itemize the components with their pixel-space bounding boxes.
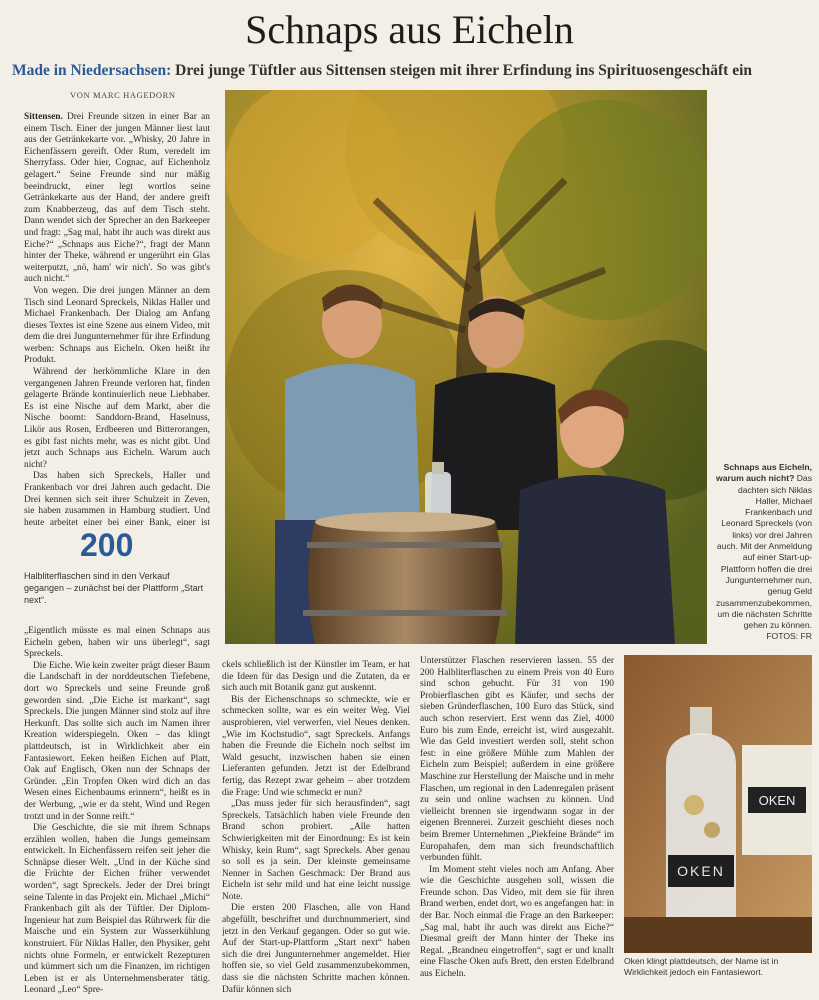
main-photo-caption (714, 462, 812, 643)
bottle-photo-caption: Oken klingt plattdeutsch, der Name ist in Wirklichkeit jedoch ein Fantasiewort. (624, 956, 779, 978)
barrel-top (315, 512, 495, 532)
bottle-photo (624, 655, 812, 953)
article-column-1-top (24, 112, 210, 528)
stat-text: Halbliterflaschen sind in den Verkauf gegangen – zunächst bei der Plattform „Start next“. (24, 571, 204, 605)
caption-lead: Schnaps aus Eicheln, warum auch nicht? (716, 462, 812, 484)
headline: Schnaps aus Eicheln (245, 7, 574, 52)
bottle-cap (432, 462, 444, 474)
barrel-hoop (307, 542, 503, 548)
bottle-neck (690, 707, 712, 735)
paragraph: Das haben sich Spreckels, Haller und Frankenbach vor drei Jahren auch gedacht. Die Drei kennen sich seit ihrer Schulzeit in Zeven, sie haben zusammen in Hamburg studiert. Und heute arbeitet einer bei einer Bank, einer ist (24, 471, 210, 528)
paragraph: Von wegen. Die drei jungen Männer an dem Tisch sind Leonard Spreckels, Niklas Haller und Michael Frankenbach. Der Dialog am Anfang dieses Textes ist eine Szene aus einem Video, mit dem die drei Jungunternehmer für ihre Erfindung werben: Schnaps aus Eicheln. Oken heißt ihr Produkt. (24, 285, 210, 366)
founders-photo-illustration (225, 90, 707, 644)
kicker: Made in Niedersachsen: (12, 62, 172, 79)
photo-credit: FOTOS: FR (766, 631, 812, 642)
foliage-blob (495, 100, 707, 320)
byline: VON MARC HAGEDORN (70, 90, 176, 100)
wooden-surface (624, 917, 812, 953)
subheadline-row (12, 60, 812, 82)
bottle-body (666, 733, 736, 922)
dateline: Sittensen. (24, 112, 63, 122)
paragraph: Die Eiche. Wie kein zweiter prägt dieser Baum die Landschaft in der norddeutschen Tiefebene, dort wo Spreckels und seine Freunde groß geworden sind. „Die Eiche ist markant“, sagt Spreckels. Die jungen Männer sind stolz auf ihre Herkunft. Das sollte sich auch im Namen ihrer Kreation widerspiegeln. Oken – das klingt plattdeutsch, ist in Wirklichkeit aber ein Fantasiewort. Eeken heißen Eichen auf Platt, Oak auf Englisch, Oken nun der Schnaps der Gründer. „Ein Tropfen Oken wird dich an das Wesen eines Eichenbaums erinnern“, heißt es in der Werbung, „wie er da steht, Wind und Regen trotzt und in der Sonne reift.“ (24, 660, 210, 822)
paragraph: Bis der Eichenschnaps so schmeckte, wie er schmecken sollte, war es ein weiter Weg. Viel ausprobieren, viel verwerfen, viel Neues denken. „Wie im Kochstudio“, sagt Spreckels. Anfangs haben die Freunde die Eicheln noch selbst im Wald gesucht, inzwischen haben sie einen Lieferanten gefunden. Jetzt ist der Edelbrand fertig, das Rezept zwar geheim – aber trotzdem die Frage: Und wie schmeckt er nun? (222, 694, 410, 798)
article-column-2 (222, 660, 410, 998)
leaf-inside (684, 795, 704, 815)
stat-number: 200 (80, 527, 134, 563)
paragraph: Unterstützer Flaschen reservieren lassen. 55 der 200 Halbliterflaschen zu einem Preis von 40 Euro sind schon gebucht. Für 31 von 190 Probierflaschen gibt es Käufer, und sechs der sieben Gründerflaschen, 100 Euro das Stück, sind auch schon reserviert. Erst wenn das Ziel, 4000 Euro bis zum Ende, erreicht ist, wird ausgezahlt. Wie das Geld investiert werden soll, steht schon fest: in eine größere Mühle zum Mahlen der Eicheln zum Beispiel; außerdem in eine größere Maschine zur Herstellung der Maische und in mehr Flaschen, um regional in den Ladenregalen präsent zu sein und online wachsen zu können. Und vielleicht brennen sie irgendwann sogar in der eigenen Brennerei. Zurzeit geschieht dieses noch beim Bremer Unternehmen „Piekfeine Brände“ im Europahafen, dem man sich freundschaftlich verbunden fühlt. (420, 656, 614, 864)
paragraph: Im Moment steht vieles noch am Anfang. Aber wie die Geschichte ausgehen soll, wissen die Freunde schon. Das Video, mit dem sie für ihren Brand werben, endet dort, wo es angefangen hat: in der Bar. Noch einmal die Frage an den Barkeeper: „Sag mal, habt ihr auch was direkt aus Eiche?“ Diesmal greift der Mann hinter der Theke ins Regal. „Brandneu eingetroffen“, sagt er und knallt eine Flasche Oken aufs Brett, den ersten Edelbrand aus Eicheln. (420, 864, 614, 980)
person-right-shirt (515, 475, 675, 644)
main-photo (225, 90, 707, 644)
person-left-shirt (285, 364, 420, 520)
paragraph: Während der herkömmliche Klare in den vergangenen Jahren Freunde verloren hat, finden gelagerte Brände kontinuierlich neue Liebhaber. Es ist eine Nische auf dem Markt, aber die Nische boomt: Sanddorn-Brand, Haselnuss, Likör aus Rosen, Erdbeeren und Bitterorangen, es gibt fast nichts mehr, was es nicht gibt. Und jetzt auch Schnaps aus Eicheln. Warum auch nicht? (24, 367, 210, 470)
paragraph: „Das muss jeder für sich herausfinden“, sagt Spreckels. Tatsächlich haben viele Freunde den Brand schon probiert. „Alle hatten Schwierigkeiten mit der Einordnung: Es ist kein Whisky, kein Rum“, sagt Spreckels. Aber genau so soll es ja sein. Der kleinste gemeinsame Nenner in Sachen Geschmack: Der Brand aus Eicheln ist sehr mild und hat eine leicht nussige Note. (222, 799, 410, 902)
caption-text: Das dachten sich Niklas Haller, Michael Frankenbach und Leonard Spreckels (von links) vor drei Jahren auch. Mit der Anmeldung auf einer Start-up-Plattform hoffen die drei Jungunternehmer nun, genug Geld zusammenzubekommen, um die nächsten Schritte gehen zu können. (715, 473, 812, 631)
bottle-on-barrel (425, 472, 451, 518)
leaf-inside (704, 822, 720, 838)
barrel (308, 520, 503, 644)
subheadline: Drei junge Tüftler aus Sittensen steigen mit ihrer Erfindung ins Spirituosengeschäft ein (175, 62, 753, 79)
paragraph: Die ersten 200 Flaschen, alle von Hand abgefüllt, beschriftet und durchnummeriert, sind jetzt in den Verkauf gegangen. Oder so gut wie. Auf der Start-up-Plattform „Start next“ haben sich die drei Jungunternehmer angemeldet. Hier hoffen sie, so viel Geld zusammenzubekommen, dass sie die nächsten Schritte machen können. Dafür können sich (222, 903, 410, 995)
article-column-1-bottom (24, 626, 210, 998)
bottle-photo-illustration (624, 655, 812, 953)
paragraph: „Eigentlich müsste es mal einen Schnaps aus Eicheln geben, haben wir uns überlegt“, sagt Spreckels. (24, 626, 210, 660)
paragraph: Die Geschichte, die sie mit ihrem Schnaps erzählen wollen, haben die Jungs gemeinsam entwickelt. In Eichenfässern reifen seit jeher die Schnäpse dieser Welt. „Und in der Küche sind die Früchte der Eichen früher verwendet worden“, sagt Spreckels. Jeder der Drei bringt seine Talente in das Projekt ein. Michael „Michi“ Frankenbach gilt als der Tüftler. Der Diplom-Ingenieur hat zum Beispiel das Rührwerk für die Maische und ein System zur Wasserkühlung konstruiert. Für Niklas Haller, den Physiker, geht nichts ohne Formeln, er entwickelt Rezepturen und kümmert sich um die Finanzen, im richtigen Leben ist er als Unternehmensberater tätig. Leonard „Leo“ Spre- (24, 823, 210, 996)
barrel-hoop (303, 610, 507, 616)
paragraph-text: Drei Freunde sitzen in einer Bar an einem Tisch. Einer der jungen Männer liest laut aus der Getränkekarte vor. „Whisky, 20 Jahre in Eichenfässern gereift. Oder Rum, veredelt im Sherryfass. Oder hier, Cognac, auf Eichenholz gelagert.“ Seine Freunde sind nur mäßig beeindruckt, einer legt wortlos seine Getränkekarte aus der Hand, der andere greift zum Knabberzeug, das auf dem Tisch steht. Dann wendet sich der Sprecher an den Barkeeper und fragt: „Sag mal, habt ihr auch was direkt aus Eiche?“ „Schnaps aus Eiche?“, fragt der Mann hinter der Theke, während er ungerührt ein Glas weiterputzt, „nö, ham' wir nich'. So was gibt's auch nicht.“ (24, 112, 210, 285)
paragraph: ckels schließlich ist der Künstler im Team, er hat die Ideen für das Design und die Zutaten, da er sich auch mit Botanik ganz gut auskennt. (222, 660, 410, 694)
article-column-3 (420, 656, 614, 998)
bottle-label: OKEN (677, 863, 725, 879)
box-label: OKEN (758, 793, 796, 808)
paragraph (24, 112, 210, 286)
